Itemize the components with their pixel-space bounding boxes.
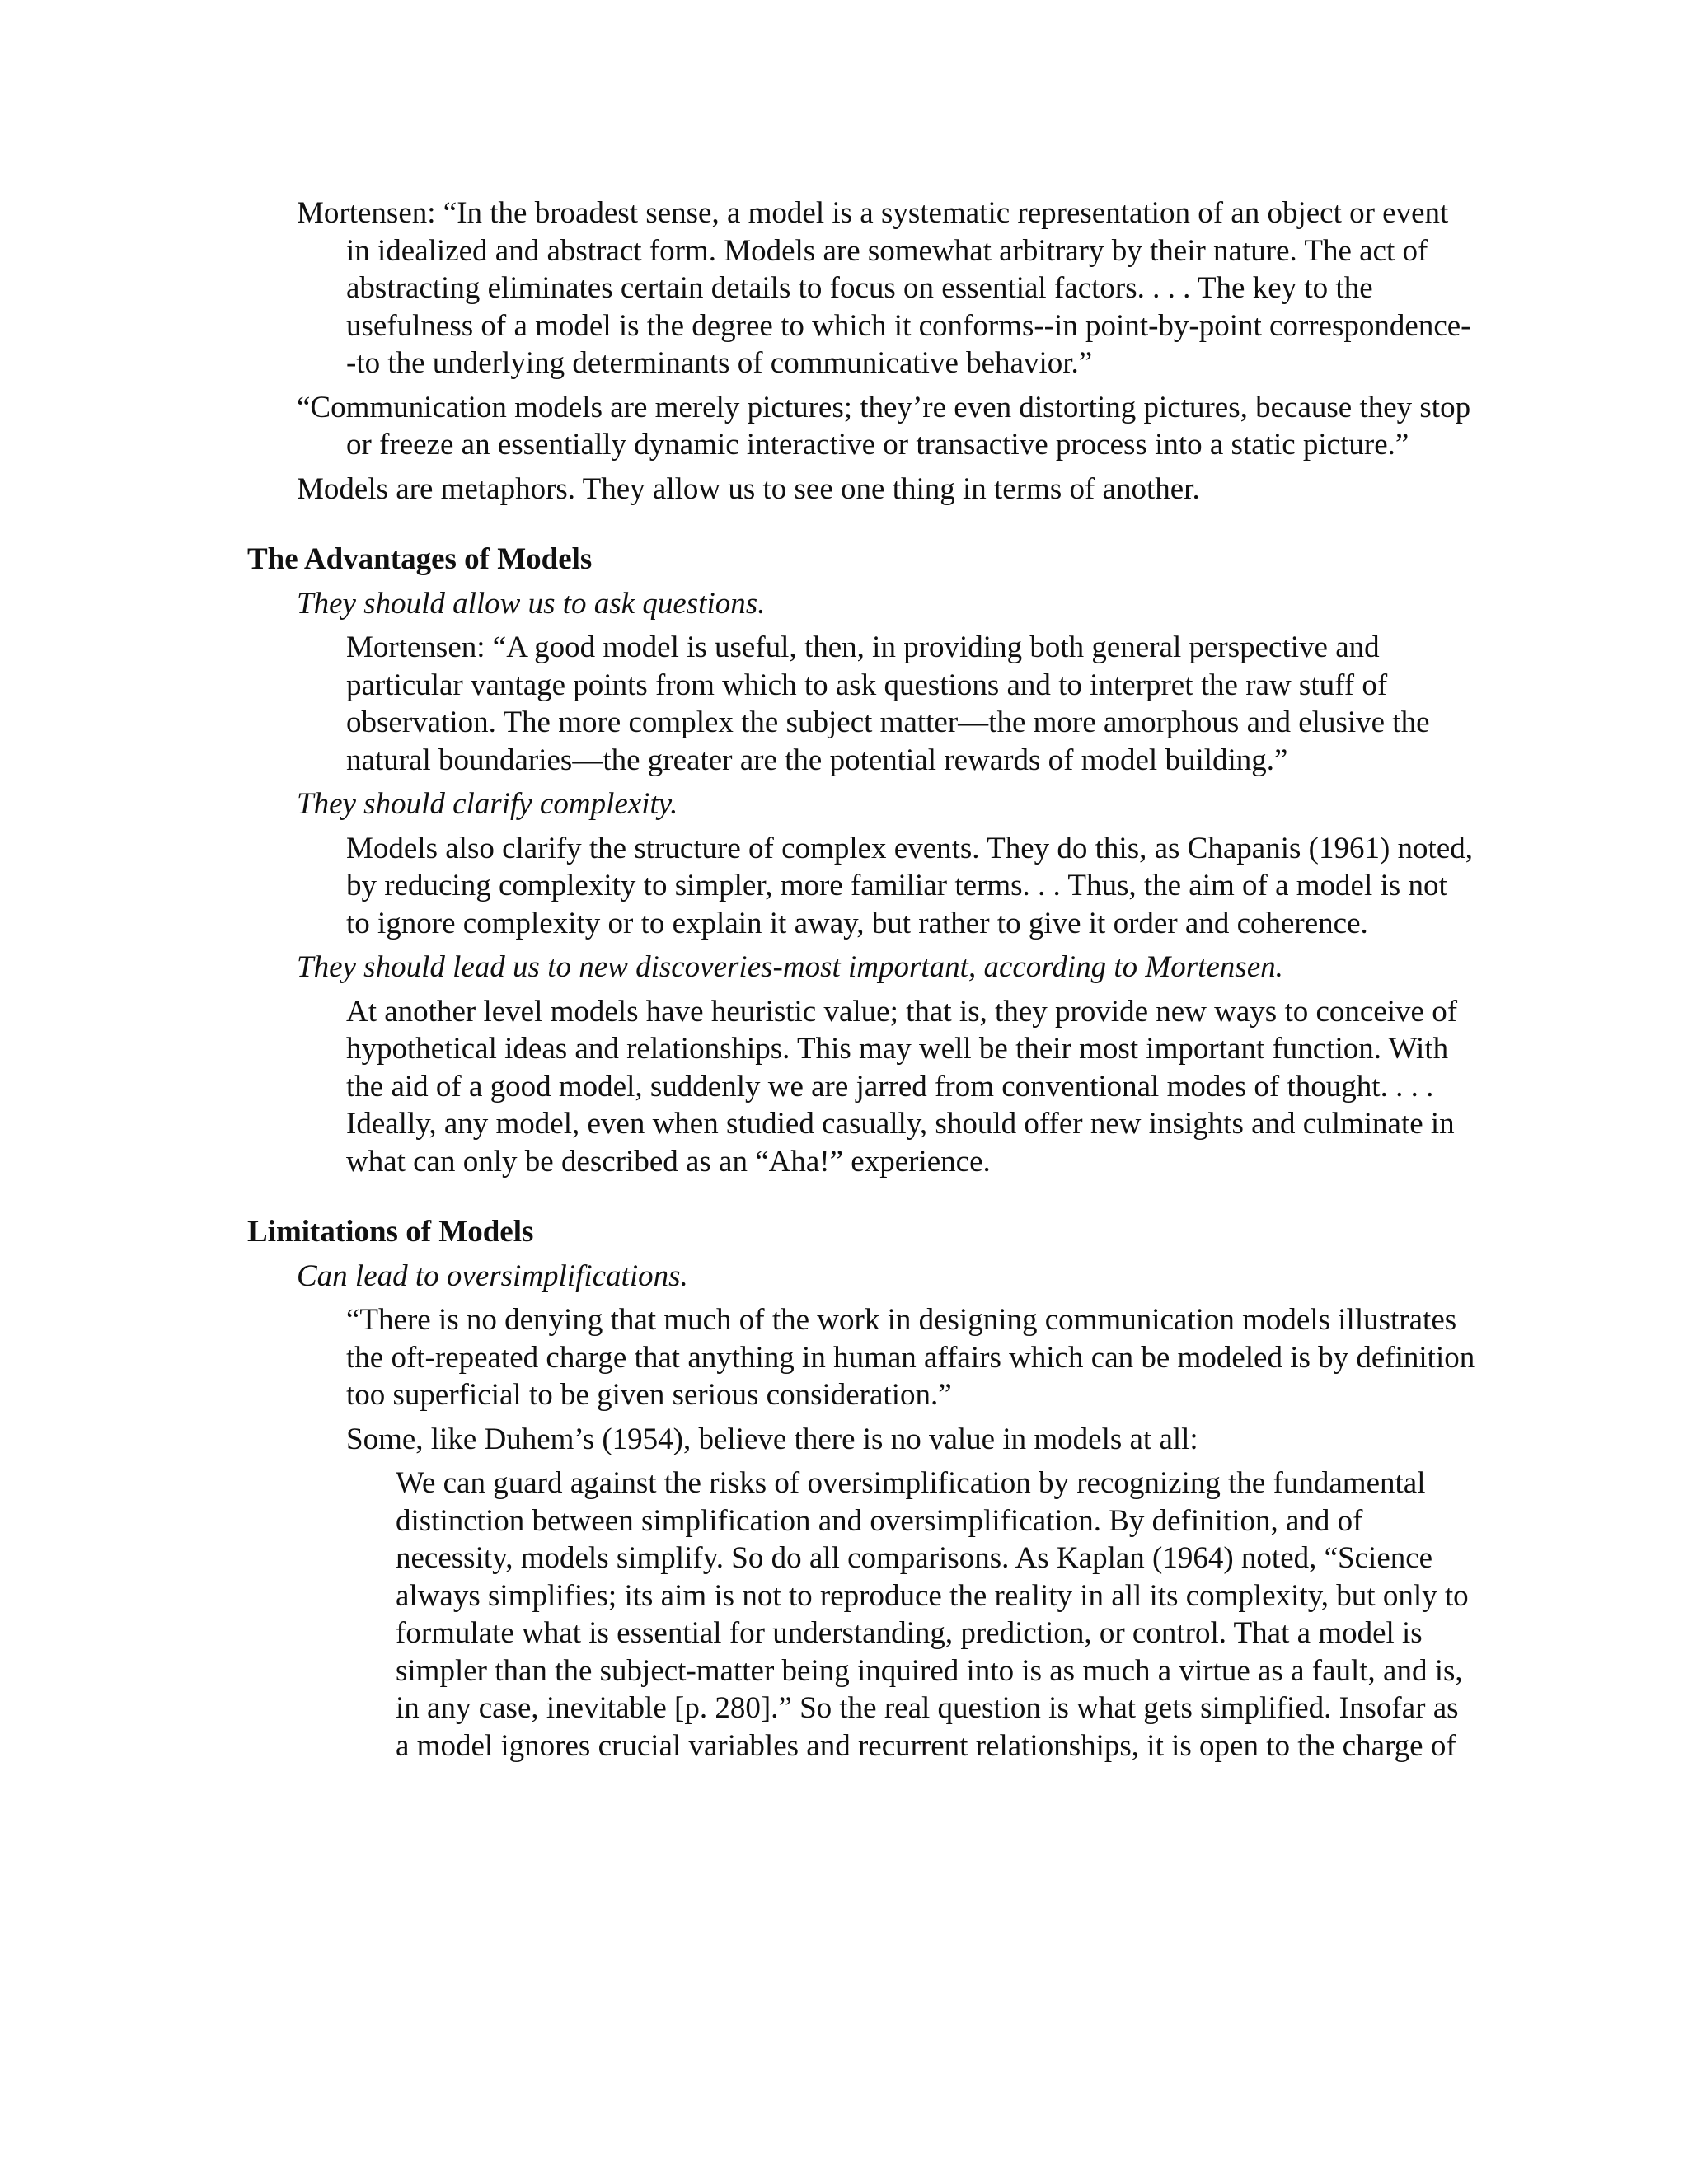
- document-body: [247, 194, 1475, 1771]
- advantage-clarify-complexity-subheading: They should clarify complexity.: [297, 787, 678, 821]
- limitation-block-quote: We can guard against the risks of oversimplification by recognizing the fundamental distinction between simplification and oversimplification. By definition, and of necessity, models simplify. So do all comparisons. As Kaplan (1964) noted, “Science always simplifies; its aim is not to reproduce the reality in all its complexity, but only to formulate what is essential for understanding, prediction, or control. That a model is simpler than the subject-matter being inquired into is as much a virtue as a fault, and is, in any case, inevitable [p. 280].” So the real question is what gets simplified. Insofar as a model ignores crucial variables and recurrent relationships, it is open to the charge of: [396, 1466, 1469, 1763]
- communication-models-quote: “Communication models are merely pictures; they’re even distorting pictures, because they stop or freeze an essentially dynamic interactive or transactive process into a static picture.”: [297, 390, 1471, 462]
- models-metaphors-paragraph: Models are metaphors. They allow us to see one thing in terms of another.: [297, 471, 1200, 506]
- limitation-oversimplification-subheading: Can lead to oversimplifications.: [297, 1258, 688, 1293]
- mortensen-definition-paragraph: Mortensen: “In the broadest sense, a model is a systematic representation of an object or event in idealized and abstract form. Models are somewhat arbitrary by their nature. The act of abstracting eliminates certain details to focus on essential factors. . . . The key to the usefulness of a model is the degree to which it conforms--in point-by-point correspondence--to the underlying determinants of communicative behavior.”: [297, 196, 1471, 380]
- limitation-oversimplification-quote: “There is no denying that much of the work in designing communication models illustrates the oft-repeated charge that anything in human affairs which can be modeled is by definition too superficial to be given serious consideration.”: [346, 1303, 1475, 1412]
- advantage-new-discoveries-subheading: They should lead us to new discoveries-most important, according to Mortensen.: [297, 950, 1283, 984]
- limitations-heading: Limitations of Models: [247, 1215, 534, 1249]
- limitation-duhem-paragraph: Some, like Duhem’s (1954), believe there is no value in models at all:: [346, 1422, 1198, 1456]
- advantage-new-discoveries-body: At another level models have heuristic value; that is, they provide new ways to conceive of hypothetical ideas and relationships. This may well be their most important function. With the aid of a good model, suddenly we are jarred from conventional modes of thought. . . . Ideally, any model, even when studied casually, should offer new insights and culminate in what can only be described as an “Aha!” experience.: [346, 994, 1458, 1179]
- advantages-heading: The Advantages of Models: [247, 542, 593, 576]
- advantage-clarify-complexity-body: Models also clarify the structure of complex events. They do this, as Chapanis (1961) noted, by reducing complexity to simpler, more familiar terms. . . Thus, the aim of a model is not to ignore complexity or to explain it away, but rather to give it order and coherence.: [346, 831, 1473, 940]
- advantage-ask-questions-body: Mortensen: “A good model is useful, then, in providing both general perspective and particular vantage points from which to ask questions and to interpret the raw stuff of observation. The more complex the subject matter—the more amorphous and elusive the natural boundaries—the greater are the potential rewards of model building.”: [346, 630, 1430, 777]
- advantage-ask-questions-subheading: They should allow us to ask questions.: [297, 586, 766, 621]
